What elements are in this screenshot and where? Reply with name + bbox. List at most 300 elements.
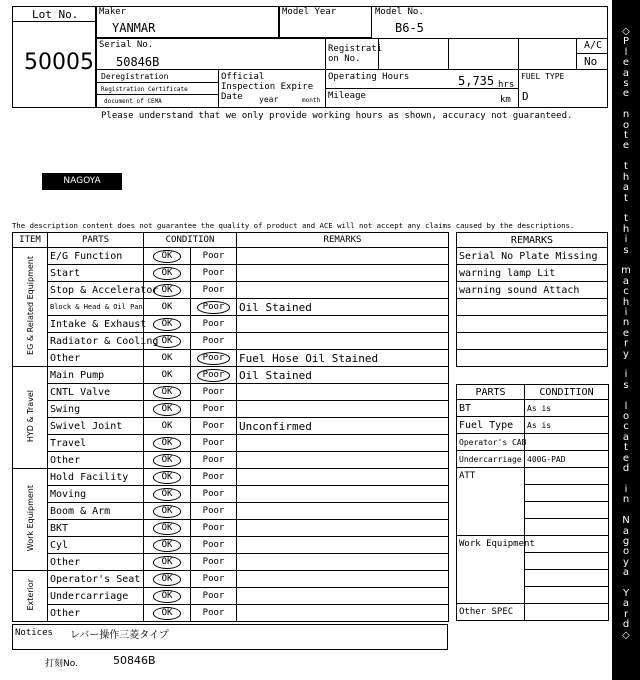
remark-cell	[237, 520, 449, 537]
divider	[448, 38, 449, 70]
poor-option: Poor	[197, 352, 231, 365]
side-banner-char: d	[622, 463, 630, 475]
divider	[576, 38, 577, 70]
operating-hours-label: Operating Hours	[328, 72, 410, 82]
ok-option: OK	[153, 539, 182, 552]
side-banner-char: a	[622, 67, 630, 79]
poor-option: Poor	[197, 369, 231, 382]
remark-cell	[237, 605, 449, 622]
parts-row	[457, 468, 609, 485]
remarks-row	[457, 248, 608, 265]
other-spec-label: Other SPEC	[457, 604, 525, 621]
parts-row	[457, 570, 609, 587]
remarks-line	[457, 350, 608, 367]
remark-cell: Fuel Hose Oil Stained	[237, 350, 449, 367]
table-row	[13, 452, 449, 469]
remarks-line: Serial No Plate Missing	[457, 248, 608, 265]
side-banner-char: o	[622, 119, 630, 131]
ok-cell[interactable]	[144, 571, 191, 588]
ok-option: OK	[153, 607, 182, 620]
side-banner-char: c	[623, 286, 629, 298]
notices-label: Notices	[15, 628, 53, 638]
model-no-value: B6-5	[395, 21, 424, 35]
remark-cell	[237, 537, 449, 554]
poor-cell[interactable]	[191, 384, 237, 401]
ac-value: No	[584, 55, 598, 68]
side-banner-char: y	[623, 348, 629, 360]
side-banner-char: e	[622, 57, 630, 69]
remarks-box	[456, 232, 608, 367]
table-row	[13, 537, 449, 554]
ok-cell[interactable]	[144, 503, 191, 520]
part-name: Cyl	[48, 537, 144, 554]
poor-option: Poor	[202, 608, 225, 618]
ok-option: OK	[153, 488, 182, 501]
poor-option: Poor	[202, 591, 225, 601]
poor-cell[interactable]	[191, 367, 237, 384]
side-banner-char: y	[623, 556, 629, 568]
ok-cell[interactable]	[144, 520, 191, 537]
parts-section-cell	[457, 570, 525, 587]
parts-section-cell	[457, 519, 525, 536]
ok-cell[interactable]	[144, 605, 191, 622]
ok-cell[interactable]	[144, 384, 191, 401]
poor-cell[interactable]	[191, 282, 237, 299]
ok-cell[interactable]	[144, 452, 191, 469]
remarks-row	[457, 282, 608, 299]
year-label: year	[259, 95, 279, 104]
table-row	[13, 367, 449, 384]
side-banner-char: o	[622, 546, 630, 558]
ok-cell[interactable]	[144, 401, 191, 418]
poor-cell[interactable]	[191, 452, 237, 469]
parts-section-cell	[457, 553, 525, 570]
part-name: Other	[48, 452, 144, 469]
part-name: Hold Facility	[48, 469, 144, 486]
poor-option: Poor	[202, 557, 225, 567]
poor-option: Poor	[202, 455, 225, 465]
table-row	[13, 401, 449, 418]
parts-condition	[525, 519, 609, 536]
divider	[325, 38, 326, 70]
poor-cell[interactable]	[191, 537, 237, 554]
parts-row	[457, 536, 609, 553]
header-remarks: REMARKS	[237, 233, 449, 248]
ok-option: OK	[153, 403, 182, 416]
model-year-label: Model Year	[282, 7, 337, 17]
part-name: Swing	[48, 401, 144, 418]
remarks-header: REMARKS	[457, 233, 608, 248]
item-group-label: Work Equipment	[25, 484, 35, 552]
part-name: E/G Function	[48, 248, 144, 265]
ok-option: OK	[153, 267, 182, 280]
ok-cell[interactable]	[144, 350, 191, 367]
parts-section-label: ATT	[457, 468, 525, 485]
side-banner-char: c	[623, 421, 629, 433]
poor-cell[interactable]	[191, 605, 237, 622]
parts-condition	[525, 434, 609, 451]
remarks-line: warning lamp Lit	[457, 265, 608, 282]
side-banner-char: e	[622, 88, 630, 100]
parts-name: Fuel Type	[457, 417, 525, 434]
side-banner-char: i	[624, 234, 628, 246]
poor-option: Poor	[202, 438, 225, 448]
maker-value: YANMAR	[112, 21, 156, 35]
ok-cell[interactable]	[144, 469, 191, 486]
table-row	[13, 435, 449, 452]
poor-cell[interactable]	[191, 469, 237, 486]
side-banner-char: m	[621, 265, 631, 277]
poor-cell[interactable]	[191, 350, 237, 367]
ok-option: OK	[153, 284, 182, 297]
divider	[325, 70, 326, 108]
hours-notice: Please understand that we only provide working hours as shown, accuracy not guaranteed.	[101, 111, 573, 121]
remarks-line	[457, 333, 608, 350]
remarks-row	[457, 316, 608, 333]
poor-option: Poor	[202, 319, 225, 329]
remark-cell	[237, 333, 449, 350]
ok-option: OK	[153, 386, 182, 399]
maker-label: Maker	[99, 7, 127, 17]
poor-option: Poor	[197, 301, 231, 314]
side-banner	[612, 0, 640, 680]
remark-cell	[237, 401, 449, 418]
remark-cell	[237, 469, 449, 486]
parts-condition: 400G-PAD	[525, 451, 609, 468]
remarks-row	[457, 350, 608, 367]
remark-cell	[237, 554, 449, 571]
table-row	[13, 316, 449, 333]
item-group-label: HYD & Travel	[25, 389, 35, 443]
side-banner-char: N	[622, 515, 630, 527]
operating-hours-value: 5,735	[458, 74, 495, 88]
divider	[218, 70, 219, 108]
remark-cell	[237, 384, 449, 401]
remarks-line: warning sound Attach	[457, 282, 608, 299]
divider	[96, 82, 218, 83]
poor-cell[interactable]	[191, 418, 237, 435]
part-name: CNTL Valve	[48, 384, 144, 401]
table-row	[13, 605, 449, 622]
side-banner-char: s	[623, 379, 629, 391]
item-group-cell	[13, 469, 48, 571]
poor-option: Poor	[202, 387, 225, 397]
condition-table-header	[13, 233, 449, 248]
remarks-row	[457, 333, 608, 350]
side-banner-char: r	[623, 338, 629, 350]
ok-cell[interactable]	[144, 265, 191, 282]
ok-cell[interactable]	[144, 554, 191, 571]
parts-condition: As is	[525, 417, 609, 434]
table-row	[13, 486, 449, 503]
ok-cell[interactable]	[144, 299, 191, 316]
poor-cell[interactable]	[191, 588, 237, 605]
ok-cell[interactable]	[144, 367, 191, 384]
ok-cell[interactable]	[144, 537, 191, 554]
side-banner-char: n	[622, 317, 630, 329]
table-row	[13, 588, 449, 605]
item-group-cell	[13, 248, 48, 367]
registration-label: Registrati on No.	[328, 44, 383, 64]
part-name: Boom & Arm	[48, 503, 144, 520]
poor-option: Poor	[202, 523, 225, 533]
remark-cell	[237, 265, 449, 282]
ok-cell[interactable]	[144, 435, 191, 452]
poor-option: Poor	[202, 506, 225, 516]
remark-cell	[237, 588, 449, 605]
side-banner-char: a	[622, 431, 630, 443]
table-row	[13, 350, 449, 367]
part-name: Block & Head & Oil Pan	[48, 299, 144, 316]
remark-cell	[237, 316, 449, 333]
parts-name: Undercarriage	[457, 451, 525, 468]
remarks-row	[457, 299, 608, 316]
table-row	[13, 282, 449, 299]
ok-option: OK	[161, 353, 173, 363]
side-banner-char: P	[622, 36, 630, 48]
remark-cell: Oil Stained	[237, 367, 449, 384]
parts-condition	[525, 570, 609, 587]
side-banner-char: t	[624, 213, 628, 225]
poor-cell[interactable]	[191, 401, 237, 418]
side-banner-char: i	[624, 306, 628, 318]
poor-cell[interactable]	[191, 316, 237, 333]
side-banner-char: t	[624, 442, 628, 454]
model-no-label: Model No.	[375, 7, 424, 17]
remark-cell	[237, 435, 449, 452]
parts-condition	[525, 553, 609, 570]
divider	[576, 53, 608, 54]
ok-option: OK	[153, 590, 182, 603]
side-banner-char: a	[622, 182, 630, 194]
stamp-label: 打刻No.	[45, 659, 78, 669]
ok-option: OK	[161, 370, 173, 380]
side-banner-char: e	[622, 452, 630, 464]
parts-row	[457, 434, 609, 451]
parts-condition: As is	[525, 400, 609, 417]
table-row	[13, 299, 449, 316]
poor-cell[interactable]	[191, 571, 237, 588]
parts-condition	[525, 468, 609, 485]
parts-condition	[525, 587, 609, 604]
ok-option: OK	[153, 505, 182, 518]
remarks-line	[457, 299, 608, 316]
part-name: Stop & Accelerator	[48, 282, 144, 299]
poor-option: Poor	[202, 268, 225, 278]
item-group-label: EG & Related Equipment	[25, 256, 35, 355]
poor-option: Poor	[202, 251, 225, 261]
parts-row	[457, 553, 609, 570]
serial-no-label: Serial No.	[99, 40, 154, 50]
table-row	[13, 503, 449, 520]
parts-condition	[525, 536, 609, 553]
side-banner-char: i	[624, 369, 628, 381]
fuel-type-label: FUEL TYPE	[521, 72, 565, 81]
part-name: Main Pump	[48, 367, 144, 384]
lot-no-label: Lot No.	[32, 8, 79, 21]
parts-section-label: Work Equipment	[457, 536, 525, 553]
poor-option: Poor	[202, 472, 225, 482]
fuel-type-value: D	[522, 90, 529, 103]
remark-cell	[237, 571, 449, 588]
side-banner-char: a	[622, 525, 630, 537]
disclaimer: The description content does not guarantee the quality of product and ACE will not accept any claims caused by the descriptions.	[12, 221, 575, 230]
parts-header: PARTS	[457, 385, 525, 400]
poor-option: Poor	[202, 489, 225, 499]
remark-cell	[237, 452, 449, 469]
table-row	[13, 265, 449, 282]
remarks-row	[457, 265, 608, 282]
poor-option: Poor	[202, 540, 225, 550]
ok-cell[interactable]	[144, 486, 191, 503]
item-group-cell	[13, 571, 48, 622]
side-banner-char: e	[622, 140, 630, 152]
side-banner-char: a	[622, 275, 630, 287]
poor-option: Poor	[202, 336, 225, 346]
table-row	[13, 571, 449, 588]
mileage-label: Mileage	[328, 91, 366, 101]
ok-option: OK	[153, 454, 182, 467]
parts-section-cell	[457, 502, 525, 519]
part-name: Intake & Exhaust	[48, 316, 144, 333]
side-banner-char: e	[622, 327, 630, 339]
stamp-value: 50846B	[113, 654, 156, 667]
ok-cell[interactable]	[144, 316, 191, 333]
condition-header: CONDITION	[525, 385, 609, 400]
poor-cell[interactable]	[191, 435, 237, 452]
side-banner-char: o	[622, 411, 630, 423]
part-name: Moving	[48, 486, 144, 503]
table-row	[13, 520, 449, 537]
table-row	[13, 248, 449, 265]
ok-option: OK	[153, 437, 182, 450]
parts-section-cell	[457, 485, 525, 502]
parts-row	[457, 400, 609, 417]
side-banner-char: t	[624, 161, 628, 173]
poor-cell[interactable]	[191, 333, 237, 350]
ok-cell[interactable]	[144, 418, 191, 435]
side-banner-char: t	[624, 130, 628, 142]
remark-cell	[237, 282, 449, 299]
remark-cell	[237, 248, 449, 265]
side-banner-char: n	[622, 494, 630, 506]
lot-no: 50005	[24, 50, 94, 75]
header-parts: PARTS	[48, 233, 144, 248]
poor-cell[interactable]	[191, 265, 237, 282]
divider	[518, 38, 519, 70]
header-item: ITEM	[13, 233, 48, 248]
divider	[518, 70, 519, 108]
side-banner-char: g	[622, 535, 630, 547]
remark-cell	[237, 486, 449, 503]
item-group-cell	[13, 367, 48, 469]
ok-option: OK	[153, 318, 182, 331]
deregistration-label: Deregistration	[101, 72, 169, 81]
table-row	[13, 554, 449, 571]
remarks-line	[457, 316, 608, 333]
ok-option: OK	[153, 250, 182, 263]
condition-table	[12, 232, 449, 622]
side-banner-char: h	[622, 296, 630, 308]
parts-condition	[525, 485, 609, 502]
ok-option: OK	[153, 556, 182, 569]
parts-row	[457, 485, 609, 502]
parts-condition	[525, 502, 609, 519]
parts-condition	[525, 604, 609, 621]
poor-option: Poor	[202, 574, 225, 584]
poor-cell[interactable]	[191, 299, 237, 316]
part-name: Other	[48, 554, 144, 571]
parts-row	[457, 502, 609, 519]
side-banner-char: n	[622, 109, 630, 121]
month-label: month	[302, 97, 321, 104]
table-row	[13, 469, 449, 486]
table-row	[13, 384, 449, 401]
cema-label: document of CEMA	[104, 98, 162, 105]
part-name: Start	[48, 265, 144, 282]
ok-cell[interactable]	[144, 588, 191, 605]
part-name: Other	[48, 605, 144, 622]
divider	[378, 38, 379, 70]
poor-cell[interactable]	[191, 486, 237, 503]
ok-option: OK	[153, 522, 182, 535]
side-banner-char: t	[624, 192, 628, 204]
side-banner-char: a	[622, 598, 630, 610]
part-name: Undercarriage	[48, 588, 144, 605]
parts-row	[457, 417, 609, 434]
ok-option: OK	[153, 471, 182, 484]
part-name: Other	[48, 350, 144, 367]
poor-cell[interactable]	[191, 520, 237, 537]
poor-option: Poor	[202, 421, 225, 431]
ok-cell[interactable]	[144, 248, 191, 265]
km-label: km	[500, 95, 511, 105]
header-condition: CONDITION	[144, 233, 237, 248]
side-banner-char: ◇	[622, 26, 630, 37]
side-banner-char: d	[622, 619, 630, 631]
side-banner-char: l	[624, 46, 628, 58]
divider	[325, 88, 518, 89]
remark-cell: Unconfirmed	[237, 418, 449, 435]
table-row	[13, 418, 449, 435]
parts-name: Operator's CAB	[457, 434, 525, 451]
ok-option: OK	[153, 335, 182, 348]
poor-cell[interactable]	[191, 248, 237, 265]
parts-row	[457, 604, 609, 621]
side-banner-char: ◇	[622, 629, 630, 641]
registration-certificate-label: Registration Certificate	[101, 86, 188, 93]
side-banner-char: Y	[622, 587, 630, 599]
part-name: Operator's Seat	[48, 571, 144, 588]
divider	[96, 94, 218, 95]
parts-row	[457, 451, 609, 468]
remark-cell	[237, 503, 449, 520]
part-name: Swivel Joint	[48, 418, 144, 435]
side-banner-char: s	[623, 244, 629, 256]
poor-cell[interactable]	[191, 503, 237, 520]
poor-cell[interactable]	[191, 554, 237, 571]
poor-option: Poor	[202, 404, 225, 414]
part-name: BKT	[48, 520, 144, 537]
table-row	[13, 333, 449, 350]
serial-no-value: 50846B	[116, 55, 160, 69]
ok-option: OK	[161, 421, 173, 431]
official-inspection-label: Official Inspection Expire Date	[221, 72, 314, 102]
side-banner-char: l	[624, 400, 628, 412]
side-banner-char: h	[622, 171, 630, 183]
side-banner-char: a	[622, 567, 630, 579]
ac-label: A/C	[584, 40, 603, 51]
